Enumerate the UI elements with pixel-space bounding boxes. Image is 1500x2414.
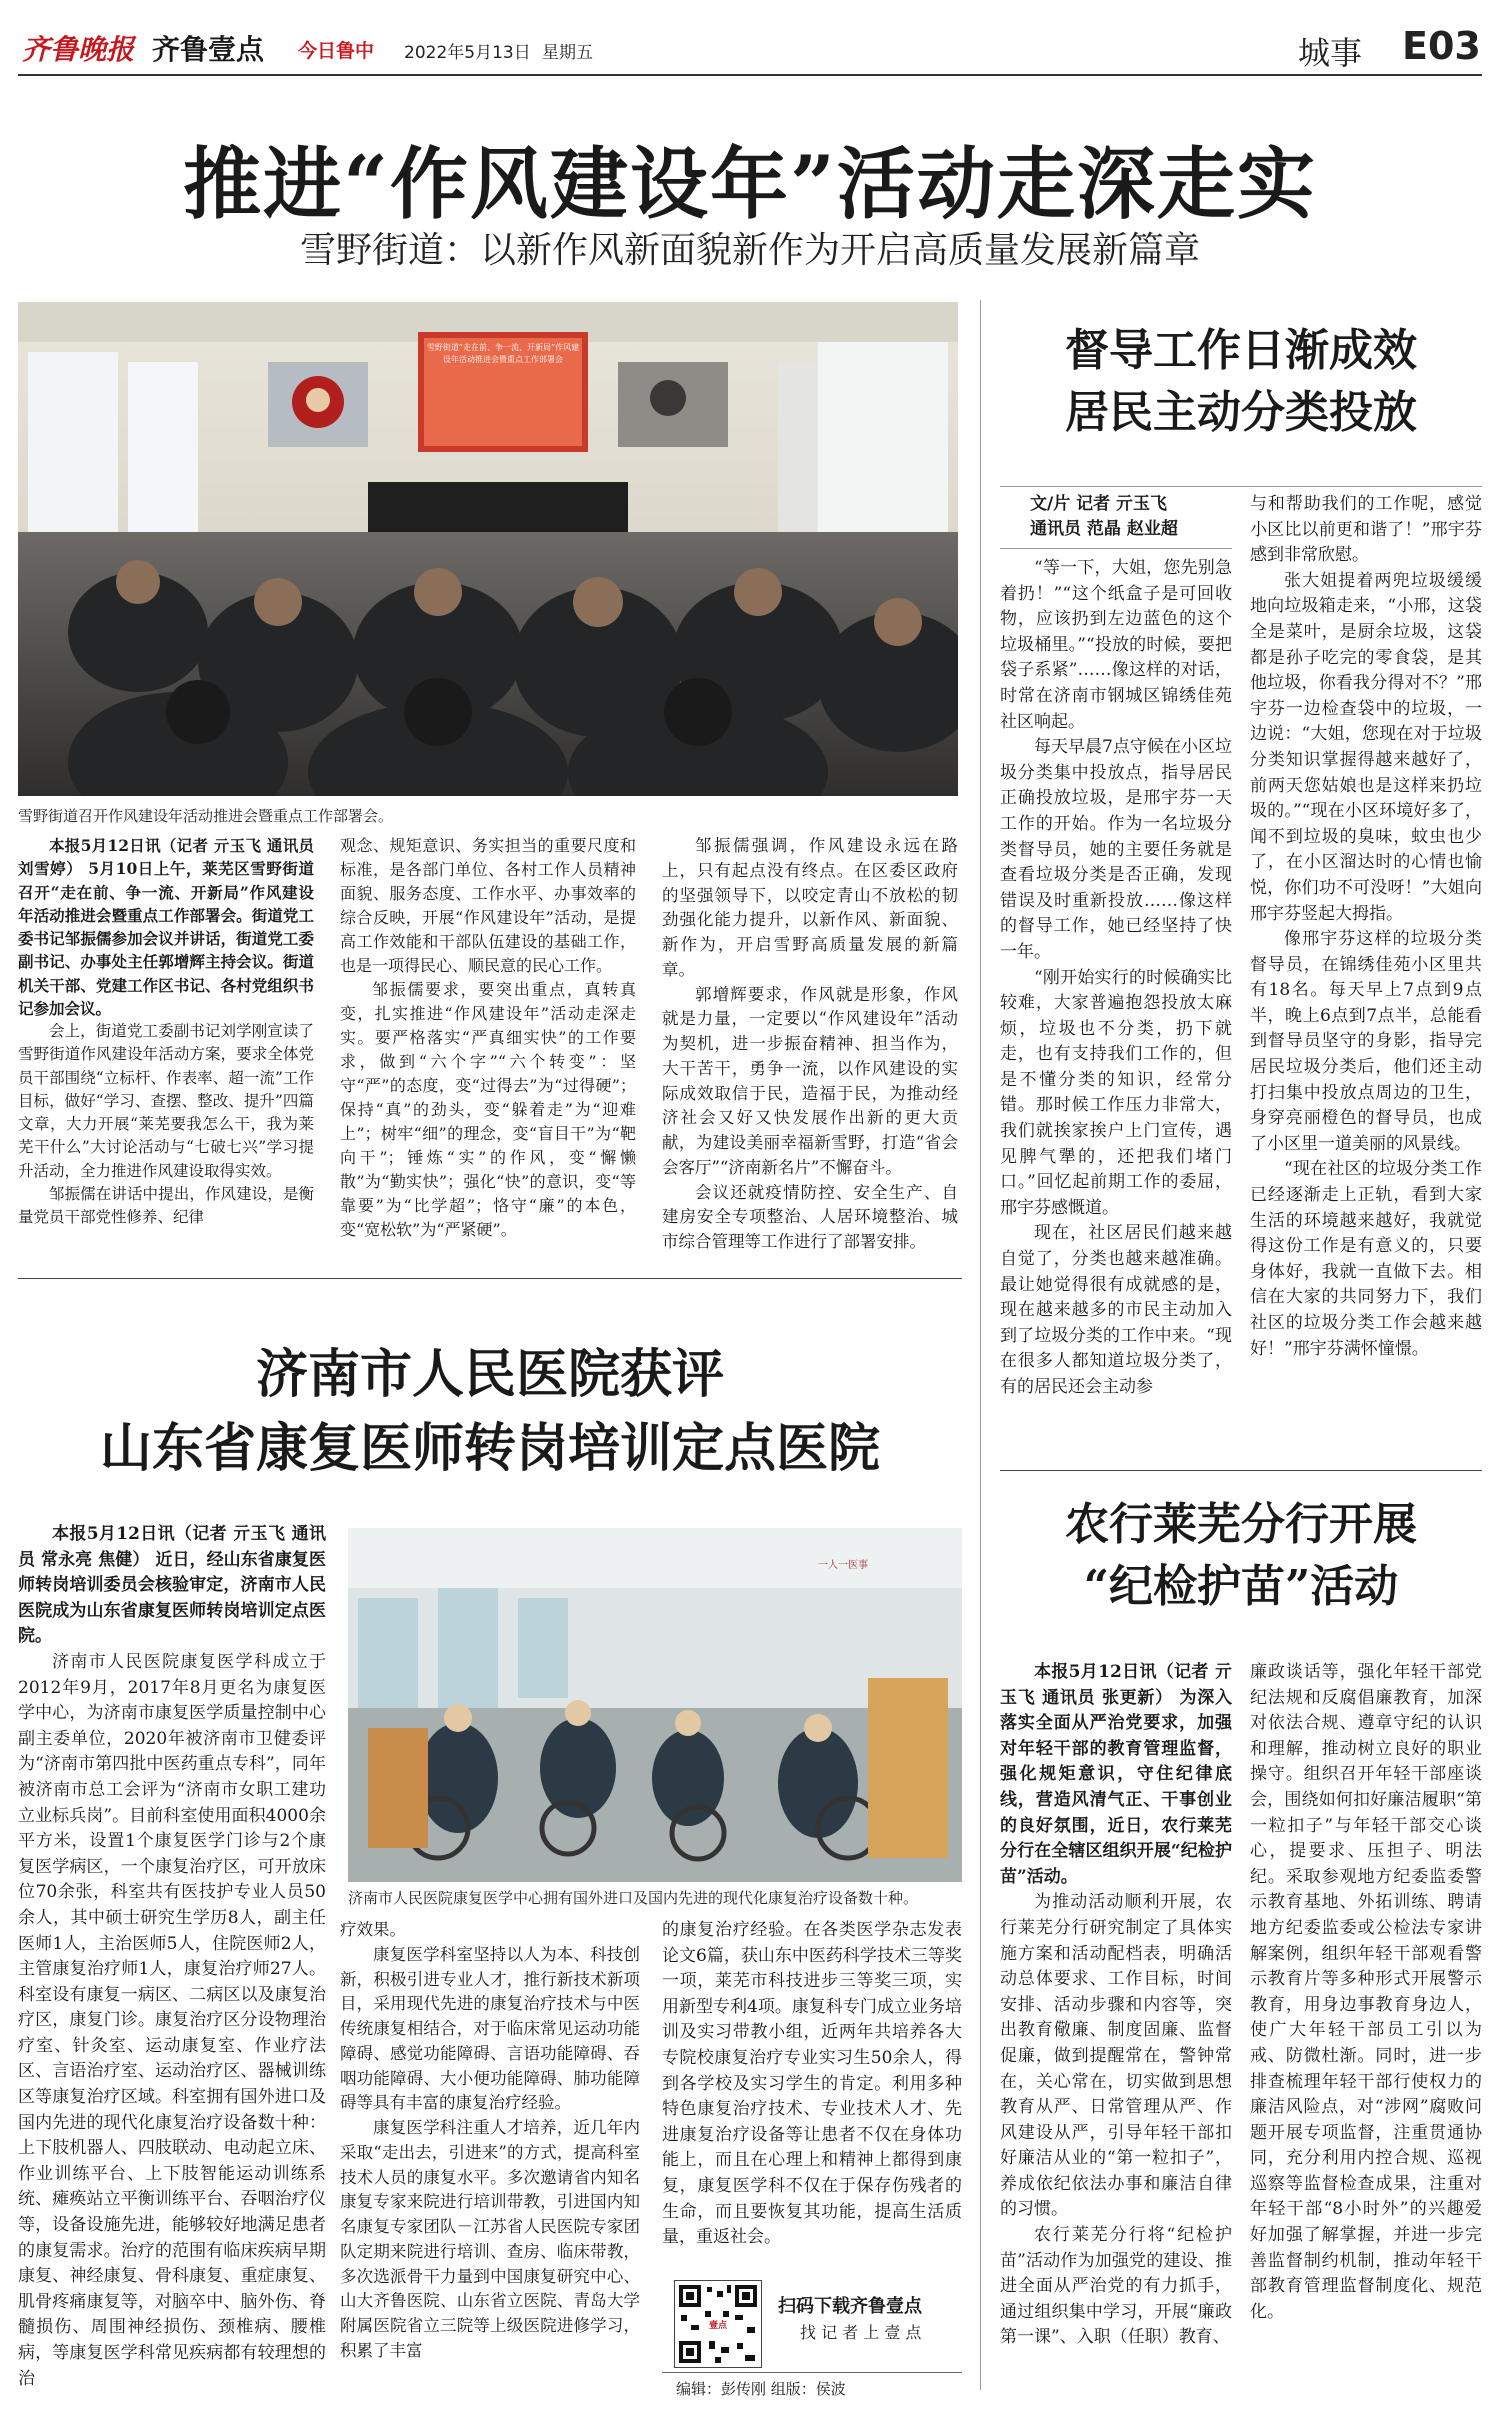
story2-byline xyxy=(1030,492,1230,542)
story2-paragraph: “刚开始实行的时候确实比较难，大家普遍抱怨投放太麻烦，垃圾也不分类，扔下就走，也有支持我们工作的，但是不懂分类的知识，经常分错。那时候工作压力非常大，我们就挨家挨户上门宣传，遇见脾气犟的，还把我们堵门口。”回忆起前期工作的委屈，邢宇芬感慨道。 xyxy=(1000,967,1232,1218)
story1-paragraph: 观念、规矩意识、务实担当的重要尺度和标准，是各部门单位、各村工作人员精神面貌、服务态度、工作水平、办事效率的综合反映，开展“作风建设年”活动，是提高工作效能和干部队伍建设的基础工作，也是一项得民心、顺民意的民心工作。 xyxy=(340,836,636,975)
story2-paragraph: 与和帮助我们的工作呢，感觉小区比以前更和谐了！”邢宇芬感到非常欣慰。 xyxy=(1250,494,1482,566)
story4-paragraph: 廉政谈话等，强化年轻干部党纪法规和反腐倡廉教育，加深对依法合规、遵章守纪的认识和理解，推动树立良好的职业操守。组织召开年轻干部座谈会，围绕如何扣好廉洁履职“第一粒扣子”与年轻干部交心谈心，提要求、压担子、明法纪。采取参观地方纪委监委警示教育基地、外拓训练、聘请地方纪委监委或公检法专家讲解案例，组织年轻干部观看警示教育片等多种形式开展警示教育，用身边事教育身边人，使广大年轻干部员工引以为戒、防微杜渐。同时，进一步排查梳理年轻干部行使权力的廉洁风险点，对“涉网”腐败问题开展专项监督，注重贯通协同，充分利用内控合规、巡视巡察等监督检查成果，注重对年轻干部“8小时外”的兴趣爱好加强了解掌握，并进一步完善监督制约机制，推动年轻干部教育管理监督制度化、规范化。 xyxy=(1250,1662,1482,2322)
rehab-wall-sign: 一人一医事 xyxy=(818,1560,868,1571)
story4-paragraph: 农行莱芜分行将“纪检护苗”活动作为加强党的建设、推进全面从严治党的有力抓手，通过组织集中学习，开展“廉政第一课”、入职（任职）教育、 xyxy=(1000,2225,1232,2348)
story3-column-3 xyxy=(662,1918,962,2251)
story1-paragraph: 邹振儒在讲话中提出，作风建设，是衡量党员干部党性修养、纪律 xyxy=(18,1184,314,1226)
page-number: E03 xyxy=(1402,24,1481,68)
qr-center-label: 壹点 xyxy=(708,2321,727,2331)
story3-column-2 xyxy=(340,1918,640,2364)
story3-headline-line2: 山东省康复医师转岗培训定点医院 xyxy=(99,1418,880,1479)
editor-credits: 编辑：彭传刚 组版：侯波 xyxy=(676,2380,846,2398)
story3-photo-caption: 济南市人民医院康复医学中心拥有国外进口及国内先进的现代化康复治疗设备数十种。 xyxy=(348,1889,919,1907)
story1-column-2 xyxy=(340,834,636,1242)
story1-paragraph: 邹振儒强调，作风建设永远在路上，只有起点没有终点。在区委区政府的坚强领导下，以咬定青山不放松的韧劲强化能力提升，以新作风、新面貌、新作为，开启雪野高质量发展的新篇章。 xyxy=(662,836,958,979)
header-rule xyxy=(18,74,1482,76)
issue-weekday: 星期五 xyxy=(542,43,593,63)
story4-headline-line2: “纪检护苗”活动 xyxy=(1083,1561,1399,1612)
story4-paragraph: 为推动活动顺利开展，农行莱芜分行研究制定了具体实施方案和活动配档表，明确活动总体要求、工作目标，时间安排、活动步骤和内容等，突出教育儆廉、制度固廉、监督促廉，做到提醒常在，警钟常在，关心常在，切实做到思想教育从严、日常管理从严、作风建设从严，引导年轻干部扣好廉洁从业的“第一粒扣子”，养成依纪依法办事和廉洁自律的习惯。 xyxy=(1000,1892,1232,2220)
footer-rule xyxy=(662,2372,962,2373)
section-name: 城事 xyxy=(1298,34,1363,72)
story1-subtitle: 雪野街道：以新作风新面貌新作为开启高质量发展新篇章 xyxy=(299,230,1200,271)
meeting-photo-illustration xyxy=(18,302,958,796)
section-tag: 今日鲁中 xyxy=(298,40,375,62)
masthead xyxy=(22,26,1482,70)
story3-column-1 xyxy=(18,1522,326,2392)
story3-paragraph: 康复医学科室坚持以人为本、科技创新，积极引进专业人才，推行新技术新项目，采用现代先进的康复治疗技术与中医传统康复相结合，对于临床常见运动功能障碍、感觉功能障碍、言语功能障碍、吞咽功能障碍、大小便功能障碍、肺功能障碍等具有丰富的康复治疗经验。 xyxy=(340,1944,640,2113)
story2-byline-correspondents: 通讯员 范晶 赵业超 xyxy=(1030,519,1178,539)
story3-headline-line1: 济南市人民医院获评 xyxy=(255,1344,724,1405)
story-divider xyxy=(1000,1470,1482,1471)
story1-paragraph: 郭增辉要求，作风就是形象，作风就是力量，一定要以“作风建设年”活动为契机，进一步振奋精神、担当作为，大干苦干，勇争一流，以作风建设的实际成效取信于民，造福于民，为推动经济社会又好又快发展作出新的更大贡献，为建设美丽幸福新雪野，打造“省会会客厅”“济南新名片”不懈奋斗。 xyxy=(662,984,958,1177)
story2-paragraph: 像邢宇芬这样的垃圾分类督导员，在锦绣佳苑小区里共有18名。每天早上7点到9点半，晚上6点到7点半，总能看到督导员坚守的身影，指导完居民垃圾分类后，他们还主动打扫集中投放点周边的卫生，身穿亮丽橙色的督导员，也成了小区里一道美丽的风景线。 xyxy=(1250,929,1482,1154)
story2-paragraph: 张大姐提着两兜垃圾缓缓地向垃圾箱走来，“小邢，这袋全是菜叶，是厨余垃圾，这袋都是孙子吃完的零食袋，是其他垃圾，你看我分得对不？”邢宇芬一边检查袋中的垃圾，一边说：“大姐，您现在对于垃圾分类知识掌握得越来越好了，前两天您姑娘也是这样来扔垃圾的。”“现在小区环境好多了，闻不到垃圾的臭味，蚊虫也少了，在小区溜达时的心情也愉悦，你们功不可没呀！”大姐向邢宇芬竖起大拇指。 xyxy=(1250,570,1482,924)
story2-headline xyxy=(1000,320,1482,444)
story4-column-b xyxy=(1250,1660,1482,2325)
story1-column-1 xyxy=(18,834,314,1229)
qr-code[interactable] xyxy=(674,2280,762,2368)
story2-headline-line2: 居民主动分类投放 xyxy=(1065,387,1417,438)
story2-byline-rule xyxy=(1000,486,1482,487)
story4-paragraph: 本报5月12日讯（记者 亓玉飞 通讯员 张更新） 为深入落实全面从严治党要求，加强对年轻干部的教育管理监督，强化规矩意识，守住纪律底线，营造风清气正、干事创业的良好氛围，近日，农行莱芜分行在全辖区组织开展“纪检护苗”活动。 xyxy=(1000,1662,1232,1887)
story3-paragraph: 本报5月12日讯（记者 亓玉飞 通讯员 常永亮 焦健） 近日，经山东省康复医师转岗培训委员会核验审定，济南市人民医院成为山东省康复医师转岗培训定点医院。 xyxy=(18,1524,326,1647)
story3-rehab-photo xyxy=(348,1528,962,1882)
story1-photo-caption: 雪野街道召开作风建设年活动推进会暨重点工作部署会。 xyxy=(18,807,394,825)
story2-column-b xyxy=(1250,492,1482,1362)
story3-paragraph: 康复医学科注重人才培养，近几年内采取“走出去，引进来”的方式，提高科室技术人员的康复水平。多次邀请省内知名康复专家来院进行培训带教，引进国内知名康复专家团队－江苏省人民医院专家团队定期来院进行培训、查房、临床带教，多次选派骨干力量到中国康复研究中心、山大齐鲁医院、山东省立医院、青岛大学附属医院省立三院等上级医院进修学习，积累了丰富 xyxy=(340,2118,640,2360)
story2-column-a xyxy=(1000,556,1232,1401)
story2-paragraph: 每天早晨7点守候在小区垃圾分类集中投放点，指导居民正确投放垃圾，是邢宇芬一天工作的开始。作为一名垃圾分类督导员，她的主要任务就是查看垃圾分类是否正确，发现错误及时重新投放……像这样的督导工作，她已经坚持了快一年。 xyxy=(1000,737,1232,962)
story4-headline xyxy=(1000,1494,1482,1618)
story4-headline-line1: 农行莱芜分行开展 xyxy=(1065,1499,1417,1550)
story2-paragraph: “现在社区的垃圾分类工作已经逐渐走上正轨，看到大家生活的环境越来越好，我就觉得这份工作是有意义的，只要身体好，我就一直做下去。相信在大家的共同努力下，我们社区的垃圾分类工作会越来越好！”邢宇芬满怀憧憬。 xyxy=(1250,1159,1482,1359)
story1-meeting-photo xyxy=(18,302,958,796)
story2-paragraph: 现在，社区居民们越来越自觉了，分类也越来越准确。最让她觉得很有成就感的是，现在越来越多的市民主动加入到了垃圾分类的工作中来。“现在很多人都知道垃圾分类了，有的居民还会主动参 xyxy=(1000,1223,1232,1397)
story2-paragraph: “等一下，大姐，您先别急着扔！”“这个纸盒子是可回收物，应该扔到左边蓝色的这个垃圾桶里。”“投放的时候，要把袋子系紧”……像这样的对话，时常在济南市钢城区锦绣佳苑社区响起。 xyxy=(1000,558,1232,732)
story1-paragraph: 会上，街道党工委副书记刘学刚宣读了雪野街道作风建设年活动方案，要求全体党员干部围绕“立标杆、作表率、超一流”工作目标，做好“学习、查摆、整改、提升”四篇文章，大力开展“莱芜要我怎么干，我为莱芜干什么”大讨论活动与“七破七兴”学习提升活动，全力推进作风建设取得实效。 xyxy=(18,1022,314,1180)
story1-column-3 xyxy=(662,834,958,1255)
story1-paragraph: 本报5月12日讯（记者 亓玉飞 通讯员 刘雪婷） 5月10日上午，莱芜区雪野街道召开“走在前、争一流、开新局”作风建设年活动推进会暨重点工作部署会。街道党工委书记邹振儒参加会议并讲话，街道党工委副书记、办事处主任郭增辉主持会议。街道机关干部、党建工作区书记、各村党组织书记参加会议。 xyxy=(18,836,314,1018)
story1-paragraph: 会议还就疫情防控、安全生产、自建房安全专项整治、人居环境整治、城市综合管理等工作进行了部署安排。 xyxy=(662,1182,958,1251)
story3-headline xyxy=(18,1338,962,1486)
issue-date: 2022年5月13日 xyxy=(404,43,531,63)
story-divider xyxy=(18,1278,962,1279)
brand-qilu-yidian: 齐鲁壹点 xyxy=(152,33,265,66)
story3-paragraph: 的康复治疗经验。在各类医学杂志发表论文6篇，获山东中医药科学技术三等奖一项，莱芜市科技进步三等奖三项，实用新型专利4项。康复科专门成立业务培训及实习带教小组，近两年共培养各大专院校康复治疗专业实习生50余人，得到各学校及实习学生的肯定。利用多种特色康复治疗技术、专业技术人才、先进康复治疗设备等让患者不仅在身体功能上，而且在心理上和精神上都得到康复，康复医学科不仅在于保存伤残者的生命，而且要恢复其功能，提高生活质量，重返社会。 xyxy=(662,1920,962,2248)
story1-paragraph: 邹振儒要求，要突出重点，真转真变，扎实推进“作风建设年”活动走深走实。要严格落实“严真细实快”的工作要求，做到“六个字”“六个转变”：坚守“严”的态度，变“过得去”为“过得硬”；保持“真”的劲头，变“躲着走”为“迎难上”；树牢“细”的理念，变“盲目干”为“靶向干”；锤炼“实”的作风，变“懈懒散”为“勤实快”；强化“快”的意识，变“等靠要”为“比学超”；恪守“廉”的本色，变“宽松软”为“严紧硬”。 xyxy=(340,980,636,1239)
qr-scan-text: 扫码下载齐鲁壹点 xyxy=(778,2296,922,2317)
story2-byline-reporter: 文/片 记者 亓玉飞 xyxy=(1030,494,1168,514)
column-divider xyxy=(980,300,981,2390)
story1-headline: 推进“作风建设年”活动走深走实 xyxy=(183,139,1317,230)
meeting-screen-banner: 雪野街道“走在前、争一流、开新局”作风建设年活动推进会暨重点工作部署会 xyxy=(426,343,580,364)
qr-find-text: 找 记 者 上 壹 点 xyxy=(800,2323,922,2342)
story4-column-a xyxy=(1000,1660,1232,2351)
story2-byline-rule xyxy=(1000,548,1232,549)
brand-qilu-evening-news: 齐鲁晚报 xyxy=(22,33,135,66)
story3-paragraph: 济南市人民医院康复医学科成立于2012年9月，2017年8月更名为康复医学中心，为济南市康复医学质量控制中心副主委单位，2020年被济南市卫健委评为“济南市第四批中医药重点专科”，同年被济南市总工会评为“济南市女职工建功立业标兵岗”。目前科室使用面积4000余平方米，设置1个康复医学门诊与2个康复医学病区，一个康复治疗区，可开放床位70余张，科室共有医技护专业人员50余人，其中硕士研究生学历8人，副主任医师1人，主治医师5人，住院医师2人，主管康复治疗师1人，康复治疗师27人。科室设有康复一病区、二病区以及康复治疗区，康复门诊。康复治疗区分设物理治疗室、针灸室、运动康复室、作业疗法区、言语治疗室、运动治疗区、器械训练区等康复治疗区域。科室拥有国外进口及国内先进的现代化康复治疗设备数十种：上下肢机器人、四肢联动、电动起立床、作业训练平台、上下肢智能运动训练系统、瘫痪站立平衡训练平台、吞咽治疗仪等，设备设施先进，能够较好地满足患者的康复需求。治疗的范围有临床疾病早期康复、神经康复、骨科康复、重症康复、肌骨疼痛康复等，对脑卒中、脑外伤、脊髓损伤、周围神经损伤、颈椎病、腰椎病，等康复医学科常见疾病都有较理想的治 xyxy=(18,1651,326,2389)
story2-headline-line1: 督导工作日渐成效 xyxy=(1065,325,1417,376)
rehab-photo-illustration xyxy=(348,1528,962,1882)
story3-paragraph: 疗效果。 xyxy=(340,1920,406,1939)
